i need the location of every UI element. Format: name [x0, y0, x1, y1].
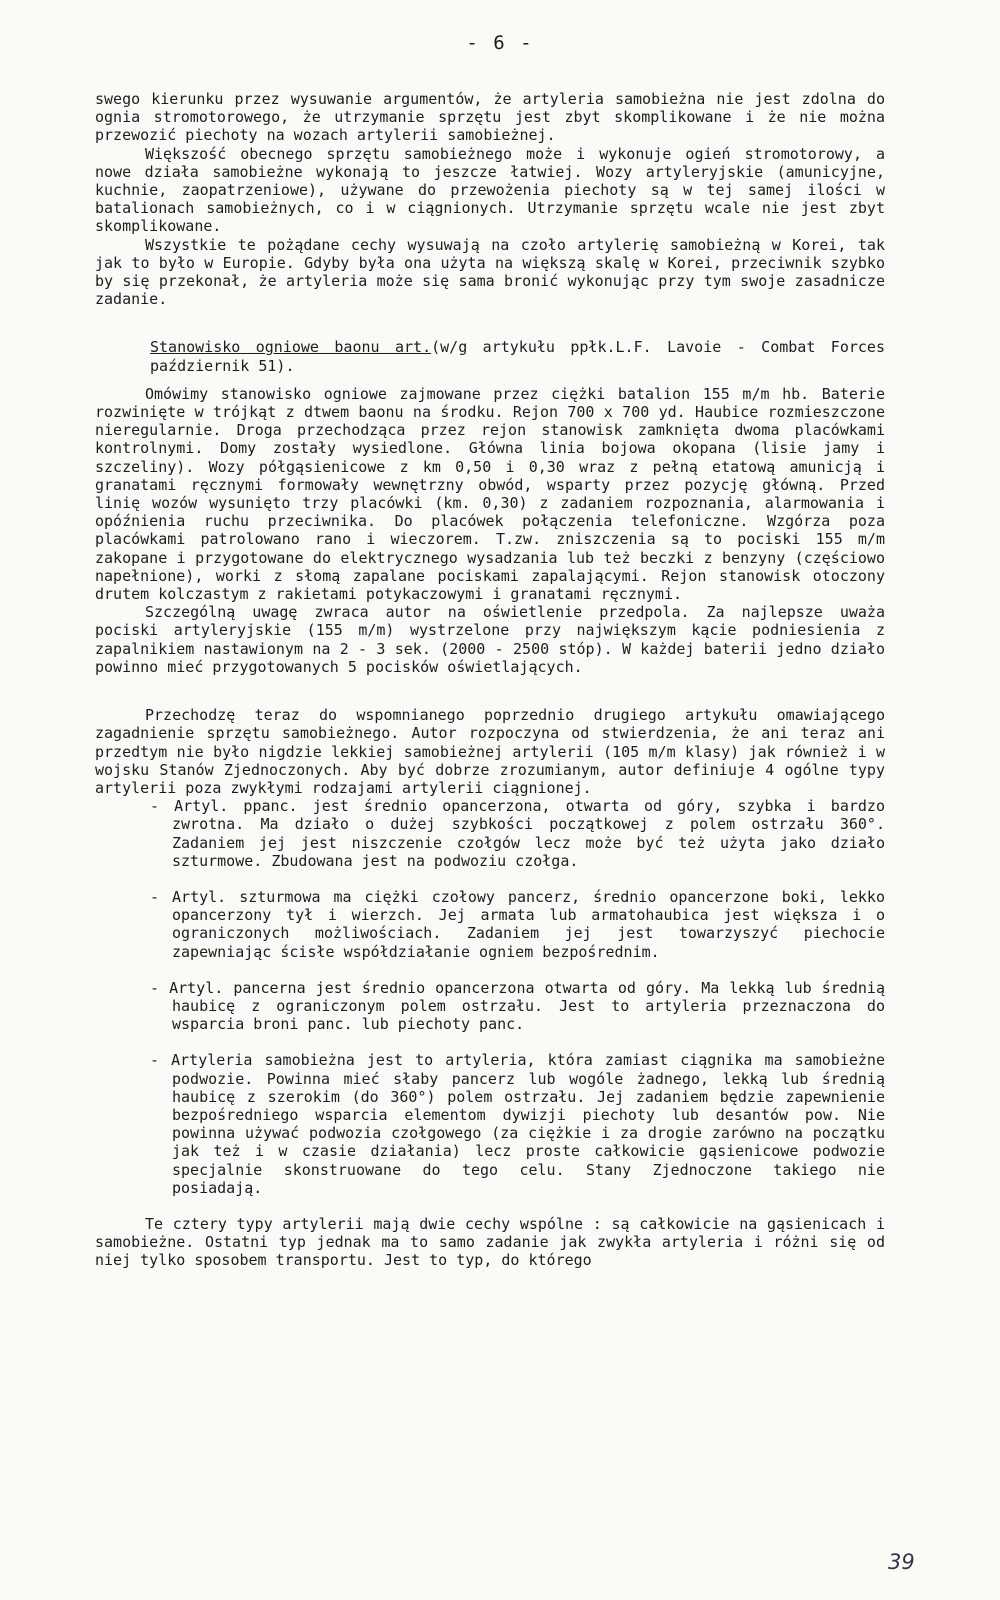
section-heading-source: (w/g artykułu ppłk.L.F. Lavoie - Combat Forces październik 51). [150, 338, 885, 375]
paragraph: Te cztery typy artylerii mają dwie cechy wspólne : są całkowicie na gąsienicach i samobieżne. Ostatni typ jednak ma to samo zadanie jak zwykła artyleria i różni się od niej tylko sposobem transportu. Jest to typ, do którego [95, 1214, 885, 1270]
paragraph: Szczególną uwagę zwraca autor na oświetlenie przedpola. Za najlepsze uważa pociski artyleryjskie (155 m/m) wystrzelone przy największym kącie podniesienia z zapalnikiem nastawionym na 2 - 3 sek. (2000 - 2500 stóp). W każdej baterii jedno działo powinno mieć przygotowanych 5 pocisków oświetlających. [95, 603, 885, 676]
page-number: - 6 - [466, 32, 534, 54]
paragraph: swego kierunku przez wysuwanie argumentów, że artyleria samobieżna nie jest zdolna do ognia stromotorowego, że utrzymanie sprzętu jest zbyt skomplikowane i że nie można przewozić piechoty na wozach artylerii samobieżnej. [95, 90, 885, 145]
paragraph: Wszystkie te pożądane cechy wysuwają na czoło artylerię samobieżną w Korei, tak jak to było w Europie. Gdyby była ona użyta na większą skalę w Korei, przeciwnik szybko by się przekonał, że artyleria może się sama bronić wykonując przy tym swoje zasadnicze zadanie. [95, 235, 885, 309]
list-item: - Artyleria samobieżna jest to artyleria, która zamiast ciągnika ma samobieżne podwozie. Powinna mieć słaby pancerz lub wogóle żadnego, lekką lub średnią haubicę z szerokim (do 360°) polem ostrzału. Jej zadaniem będzie zapewnienie bezpośredniego wsparcia elementom dywizji piechoty lub desantów pow. Nie powinna używać podwozia czołgowego (za ciężkie i za drogie zarówno na początku jak też i w czasie działania) lecz proste całkowicie gąsienicowe podwozie specjalnie skonstruowane do tego celu. Stany Zjednoczone takiego nie posiadają. [150, 1051, 885, 1197]
document-body [95, 90, 885, 1270]
section-heading [95, 338, 885, 374]
list-item: - Artyl. pancerna jest średnio opancerzona otwarta od góry. Ma lekką lub średnią haubicę z ograniczonym polem ostrzału. Jest to artyleria przeznaczona do wsparcia broni panc. lub piechoty panc. [150, 978, 885, 1034]
paragraph: Większość obecnego sprzętu samobieżnego może i wykonuje ogień stromotorowy, a nowe działa samobieżne wykonają to jeszcze łatwiej. Wozy artyleryjskie (amunicyjne, kuchnie, zaopatrzeniowe), używane do przewożenia piechoty są w tej samej ilości w batalionach samobieżnych, co i w ciągnionych. Utrzymanie sprzętu wcale nie jest zbyt skomplikowane. [95, 144, 885, 236]
paragraph: Omówimy stanowisko ogniowe zajmowane przez ciężki batalion 155 m/m hb. Baterie rozwinięte w trójkąt z dtwem baonu na środku. Rejon 700 x 700 yd. Haubice rozmieszczone nieregularnie. Droga przechodząca przez rejon stanowisk zamknięta dwoma placówkami kontrolnymi. Domy zostały wysiedlone. Główna linia bojowa okopana (lisie jamy i szczeliny). Wozy półgąsienicowe z km 0,50 i 0,30 wraz z pełną etatową amunicją i granatami ręcznymi formowały wewnętrzny obwód, wsparty przez pozycję główną. Przed linię wozów wysunięto trzy placówki (km. 0,30) z zadaniem rozpoznania, alarmowania i opóźnienia ruchu przeciwnika. Do placówek połączenia telefoniczne. Wzgórza poza placówkami patrolowano rano i wieczorem. T.zw. zniszczenia są to pociski 155 m/m zakopane i przygotowane do elektrycznego wysadzania lub też beczki z benzyny (częściowo napełnione), worki z słomą zapalane pociskami zapalającymi. Rejon stanowisk otoczony drutem kolczastym z rakietami potykaczowymi i granatami ręcznymi. [95, 384, 885, 604]
paragraph: Przechodzę teraz do wspomnianego poprzednio drugiego artykułu omawiającego zagadnienie sprzętu samobieżnego. Autor rozpoczyna od stwierdzenia, że ani teraz ani przedtym nie było nigdzie lekkiej samobieżnej artylerii (105 m/m klasy) jak również i w wojsku Stanów Zjednoczonych. Aby być dobrze zrozumianym, autor definiuje 4 ogólne typy artylerii poza zwykłymi rodzajami artylerii ciągnionej. [95, 706, 885, 797]
list-item: - Artyl. ppanc. jest średnio opancerzona, otwarta od góry, szybka i bardzo zwrotna. Ma działo o dużej szybkości początkowej z polem ostrzału 360°. Zadaniem jej jest niszczenie czołgów lecz może być też użyta jako działo szturmowe. Zbudowana jest na podwoziu czołga. [150, 797, 885, 870]
handwritten-page-number: 39 [888, 1550, 915, 1574]
section-heading-title: Stanowisko ogniowe baonu art. [150, 338, 432, 357]
list-item: - Artyl. szturmowa ma ciężki czołowy pancerz, średnio opancerzone boki, lekko opancerzony tył i wierzch. Jej armata lub armatohaubica jest większa i o ograniczonych możliwościach. Zadaniem jej jest towarzyszyć piechocie zapewniając ścisłe współdziałanie ogniem bezpośrednim. [150, 887, 885, 961]
